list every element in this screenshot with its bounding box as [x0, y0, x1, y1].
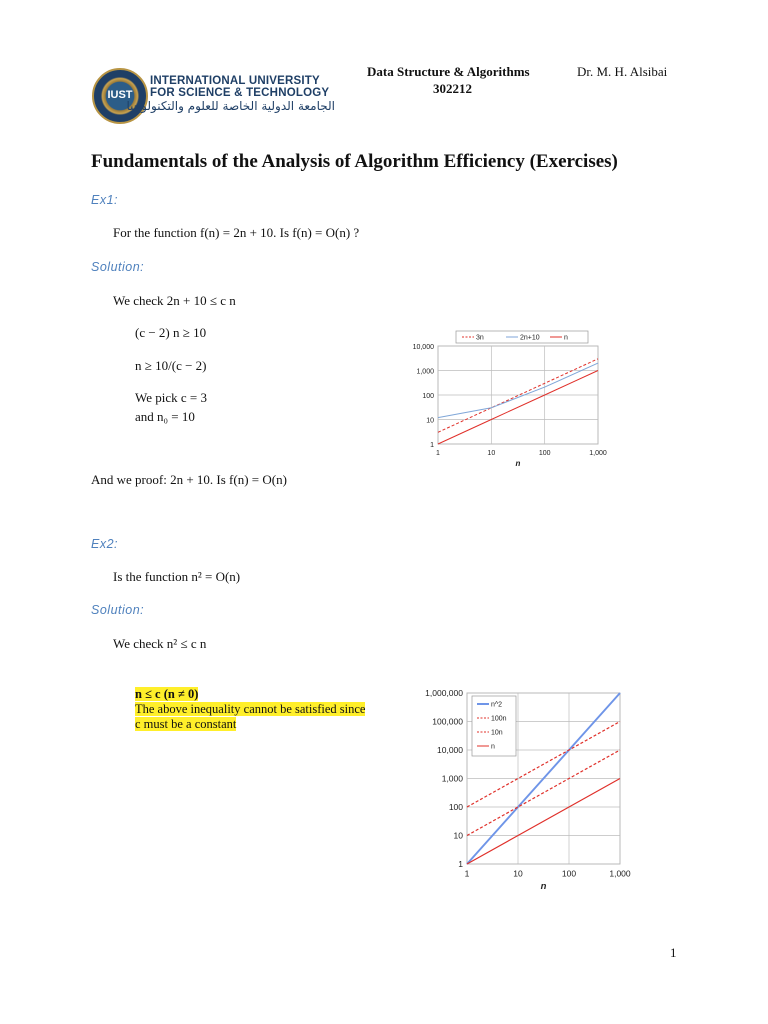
x-tick-label: 1,000 [609, 868, 631, 879]
x-tick-label: 100 [538, 450, 551, 457]
x-tick-label: 100 [561, 868, 577, 879]
ex2-note-line2: The above inequality cannot be satisfied since [135, 702, 366, 716]
ex1-heading: Ex1: [91, 193, 119, 207]
x-tick-label: 10 [487, 450, 496, 457]
ex1-step5: and n₀ = 10 [135, 409, 195, 424]
y-tick-label: 1,000 [416, 368, 434, 376]
page-number: 1 [670, 945, 677, 960]
legend-label: 2n+10 [520, 334, 540, 342]
ex2-note-line3: c must be a constant [135, 717, 237, 731]
x-axis-label: n [540, 881, 547, 892]
instructor-name: Dr. M. H. Alsibai [577, 64, 668, 79]
ex1-step4: We pick c = 3 [135, 390, 207, 405]
y-tick-label: 100,000 [432, 716, 463, 727]
ex2-solution-heading: Solution: [91, 603, 145, 617]
legend-label: 3n [476, 334, 484, 342]
ex1-step1: We check 2n + 10 ≤ c n [113, 293, 236, 308]
logo-text-arabic: الجامعة الدولية الخاصة للعلوم والتكنولوجيا [126, 99, 335, 113]
y-tick-label: 1,000,000 [425, 688, 463, 698]
ex1-step2: (c − 2) n ≥ 10 [135, 325, 207, 340]
logo-text-line2: FOR SCIENCE & TECHNOLOGY [150, 87, 330, 99]
legend-label: 100n [491, 715, 507, 723]
x-axis-label: n [515, 459, 521, 468]
ex1-question: For the function f(n) = 2n + 10. Is f(n) = O(n) ? [113, 225, 360, 240]
x-tick-label: 1 [436, 450, 440, 457]
legend-label: n^2 [491, 701, 503, 709]
y-tick-label: 10 [453, 830, 463, 841]
logo-text-line1: INTERNATIONAL UNIVERSITY [150, 75, 320, 87]
ex2-question: Is the function n² = O(n) [113, 569, 241, 584]
x-tick-label: 1,000 [589, 450, 607, 457]
ex2-growth-chart [410, 683, 642, 898]
x-tick-label: 10 [513, 868, 523, 879]
y-tick-label: 1,000 [441, 773, 463, 784]
course-name: Data Structure & Algorithms [367, 64, 530, 79]
y-tick-label: 1 [458, 859, 463, 869]
y-tick-label: 10,000 [412, 344, 434, 351]
ex2-highlighted-note [135, 687, 397, 732]
y-tick-label: 10 [426, 417, 434, 425]
y-tick-label: 10,000 [437, 745, 463, 755]
university-seal-icon: IUST [92, 68, 148, 124]
course-code: 302212 [433, 81, 472, 96]
ex1-growth-chart [398, 326, 610, 472]
ex1-step3: n ≥ 10/(c − 2) [135, 358, 207, 373]
ex1-solution-heading: Solution: [91, 260, 145, 274]
legend-label: n [491, 743, 495, 751]
y-tick-label: 1 [430, 442, 434, 449]
ex1-conclusion: And we proof: 2n + 10. Is f(n) = O(n) [91, 472, 287, 487]
x-tick-label: 1 [464, 868, 470, 879]
ex2-heading: Ex2: [91, 537, 119, 551]
page-title: Fundamentals of the Analysis of Algorithm Efficiency (Exercises) [91, 151, 618, 172]
y-tick-label: 100 [422, 393, 434, 400]
university-logo [92, 68, 342, 128]
legend-label: n [564, 334, 568, 342]
ex2-step1: We check n² ≤ c n [113, 636, 207, 651]
legend-label: 10n [491, 729, 503, 737]
y-tick-label: 100 [448, 802, 463, 812]
ex2-note-line1: n ≤ c (n ≠ 0) [135, 687, 199, 701]
